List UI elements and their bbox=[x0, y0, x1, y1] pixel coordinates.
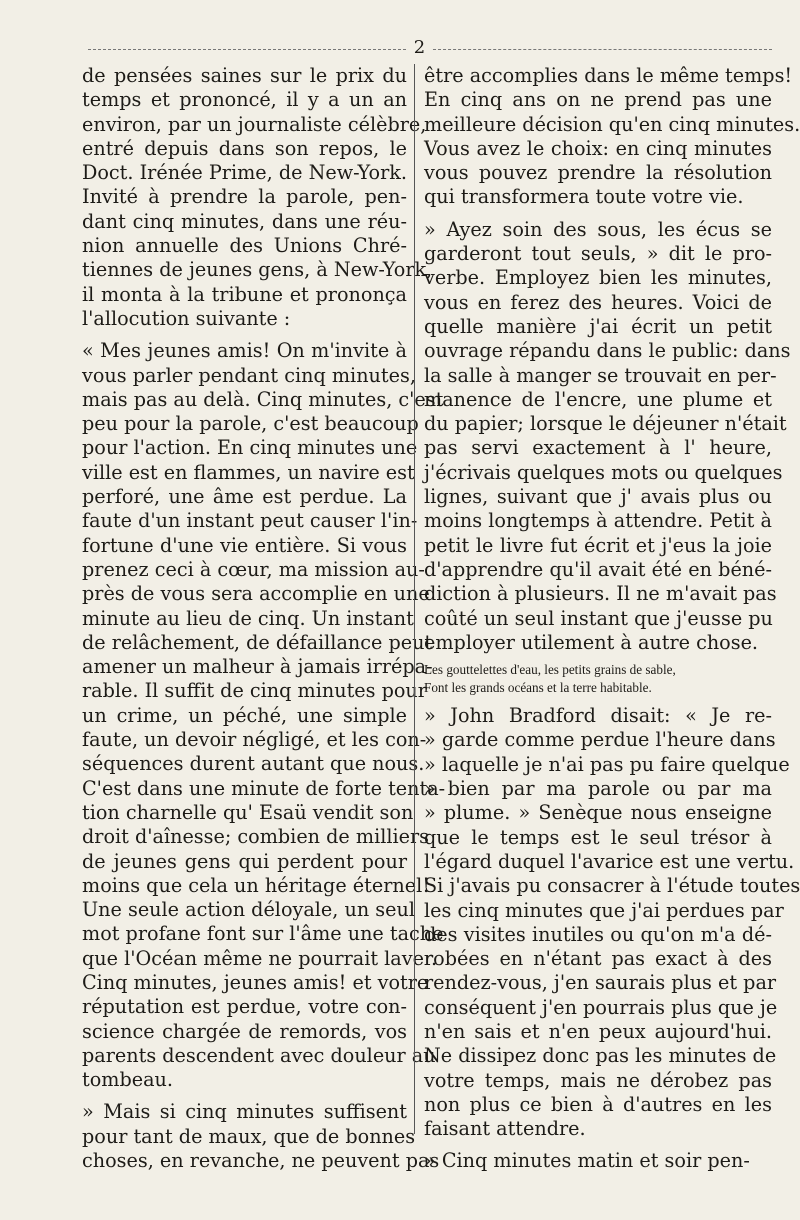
right-column bbox=[424, 64, 800, 1174]
text-line: verbe. Employez bien les minutes, bbox=[424, 266, 772, 290]
text-line: » bien par ma parole ou par ma bbox=[424, 777, 772, 801]
text-line: » John Bradford disait: « Je re- bbox=[424, 704, 772, 728]
text-line: nion annuelle des Unions Chré- bbox=[82, 234, 407, 258]
text-line: lignes, suivant que j' avais plus ou bbox=[424, 485, 772, 509]
text-line: mot profane font sur l'âme une tache bbox=[82, 922, 444, 946]
text-line: séquences durent autant que nous. bbox=[82, 752, 425, 776]
text-line: rable. Il suffit de cinq minutes pour bbox=[82, 679, 427, 703]
text-line: conséquent j'en pourrais plus que je bbox=[424, 995, 778, 1019]
text-line: réputation est perdue, votre con- bbox=[82, 995, 407, 1019]
text-line: du papier; lorsque le déjeuner n'était bbox=[424, 412, 787, 436]
text-line: d'apprendre qu'il avait été en béné- bbox=[424, 557, 772, 581]
text-line: » plume. » Senèque nous enseigne bbox=[424, 801, 772, 825]
text-line: » Cinq minutes matin et soir pen- bbox=[424, 1149, 750, 1173]
header-rule-right bbox=[433, 49, 772, 50]
text-line: garderont tout seuls, » dit le pro- bbox=[424, 242, 772, 266]
text-line: droit d'aînesse; combien de milliers bbox=[82, 825, 429, 849]
left-column bbox=[82, 64, 446, 1173]
text-line: il monta à la tribune et prononça bbox=[82, 282, 407, 306]
text-line: faute, un devoir négligé, et les con- bbox=[82, 728, 427, 752]
text-line: faisant attendre. bbox=[424, 1117, 586, 1141]
text-line: moins que cela un héritage éternel! bbox=[82, 873, 430, 897]
text-line: un crime, un péché, une simple bbox=[82, 703, 407, 727]
column-divider bbox=[414, 64, 415, 1134]
text-line: « Mes jeunes amis! On m'invite à bbox=[82, 339, 407, 363]
text-line: pour l'action. En cinq minutes une bbox=[82, 436, 418, 460]
text-line: manence de l'encre, une plume et bbox=[424, 387, 772, 411]
text-line: les cinq minutes que j'ai perdues par bbox=[424, 898, 784, 922]
paragraph bbox=[82, 64, 433, 331]
text-line: n'en sais et n'en peux aujourd'hui. bbox=[424, 1019, 772, 1043]
couplet-line: Les gouttelettes d'eau, les petits grains de sable, bbox=[424, 662, 676, 678]
text-line: peu pour la parole, c'est beaucoup bbox=[82, 412, 419, 436]
text-line: science chargée de remords, vos bbox=[82, 1019, 407, 1043]
text-line: coûté un seul instant que j'eusse pu bbox=[424, 606, 773, 630]
page-header bbox=[88, 36, 772, 56]
paragraph bbox=[424, 1149, 772, 1173]
text-line: près de vous sera accomplie en une bbox=[82, 582, 430, 606]
text-line: temps et prononcé, il y a un an bbox=[82, 88, 407, 112]
text-line: des visites inutiles ou qu'on m'a dé- bbox=[424, 922, 772, 946]
text-line: robées en n'étant pas exact à des bbox=[424, 947, 772, 971]
text-line: ouvrage répandu dans le public: dans bbox=[424, 339, 791, 363]
text-line: En cinq ans on ne prend pas une bbox=[424, 88, 772, 112]
text-line: qui transformera toute votre vie. bbox=[424, 185, 744, 209]
verse-couplet bbox=[424, 661, 772, 696]
text-line: pour tant de maux, que de bonnes bbox=[82, 1124, 416, 1148]
text-line: Doct. Irénée Prime, de New-York. bbox=[82, 161, 407, 185]
text-line: non plus ce bien à d'autres en les bbox=[424, 1092, 772, 1116]
paragraph bbox=[424, 704, 800, 1141]
text-line: vous parler pendant cinq minutes, bbox=[82, 363, 416, 387]
text-line: » garde comme perdue l'heure dans bbox=[424, 728, 776, 752]
text-line: vous pouvez prendre la résolution bbox=[424, 161, 772, 185]
text-line: Si j'avais pu consacrer à l'étude toutes bbox=[424, 874, 800, 898]
couplet-line: Font les grands océans et la terre habitable. bbox=[424, 679, 652, 695]
paragraph bbox=[82, 1100, 440, 1173]
text-line: prenez ceci à cœur, ma mission au- bbox=[82, 557, 425, 581]
text-line: Invité à prendre la parole, pen- bbox=[82, 185, 407, 209]
text-line: petit le livre fut écrit et j'eus la joie bbox=[424, 533, 772, 557]
text-line: de relâchement, de défaillance peut bbox=[82, 630, 433, 654]
text-line: pas servi exactement à l' heure, bbox=[424, 436, 772, 460]
paragraph bbox=[424, 217, 791, 655]
text-line: ville est en flammes, un navire est bbox=[82, 460, 415, 484]
text-line: tiennes de jeunes gens, à New-York, bbox=[82, 258, 433, 282]
text-line: minute au lieu de cinq. Un instant bbox=[82, 606, 414, 630]
header-rule-left bbox=[88, 49, 406, 50]
page-number: 2 bbox=[413, 37, 426, 58]
text-line: » Ayez soin des sous, les écus se bbox=[424, 217, 772, 241]
text-line: meilleure décision qu'en cinq minutes. bbox=[424, 112, 800, 136]
text-line: Une seule action déloyale, un seul bbox=[82, 898, 415, 922]
text-line: amener un malheur à jamais irrépa- bbox=[82, 655, 433, 679]
text-line: j'écrivais quelques mots ou quelques bbox=[424, 460, 783, 484]
text-line: diction à plusieurs. Il ne m'avait pas bbox=[424, 582, 777, 606]
text-line: être accomplies dans le même temps! bbox=[424, 64, 793, 87]
text-line: la salle à manger se trouvait en per- bbox=[424, 363, 777, 387]
text-line: tion charnelle qu' Esaü vendit son bbox=[82, 800, 414, 824]
text-line: votre temps, mais ne dérobez pas bbox=[424, 1068, 772, 1092]
text-line: Vous avez le choix: en cinq minutes bbox=[424, 136, 772, 160]
text-line: entré depuis dans son repos, le bbox=[82, 136, 407, 160]
text-line: » laquelle je n'ai pas pu faire quelque bbox=[424, 752, 790, 776]
text-line: choses, en revanche, ne peuvent pas bbox=[82, 1149, 440, 1173]
text-line: de pensées saines sur le prix du bbox=[82, 64, 407, 87]
text-line: environ, par un journaliste célèbre, bbox=[82, 112, 427, 136]
paragraph bbox=[82, 339, 446, 1092]
text-line: que le temps est le seul trésor à bbox=[424, 825, 772, 849]
text-line: mais pas au delà. Cinq minutes, c'est bbox=[82, 387, 444, 411]
text-line: vous en ferez des heures. Voici de bbox=[424, 290, 772, 314]
text-line: moins longtemps à attendre. Petit à bbox=[424, 509, 772, 533]
paragraph bbox=[424, 64, 800, 210]
text-line: Cinq minutes, jeunes amis! et votre bbox=[82, 970, 429, 994]
text-line: que l'Océan même ne pourrait laver. bbox=[82, 946, 438, 970]
text-line: Ne dissipez donc pas les minutes de bbox=[424, 1044, 777, 1068]
text-line: fortune d'une vie entière. Si vous bbox=[82, 533, 407, 557]
text-line: parents descendent avec douleur au bbox=[82, 1043, 436, 1067]
text-line: de jeunes gens qui perdent pour bbox=[82, 849, 407, 873]
text-line: perforé, une âme est perdue. La bbox=[82, 485, 407, 509]
text-line: dant cinq minutes, dans une réu- bbox=[82, 209, 407, 233]
text-line: employer utilement à autre chose. bbox=[424, 630, 759, 654]
text-line: C'est dans une minute de forte tenta- bbox=[82, 776, 446, 800]
text-line: » Mais si cinq minutes suffisent bbox=[82, 1100, 407, 1124]
text-line: rendez-vous, j'en saurais plus et par bbox=[424, 971, 777, 995]
text-line: faute d'un instant peut causer l'in- bbox=[82, 509, 418, 533]
text-line: tombeau. bbox=[82, 1068, 173, 1092]
text-line: l'égard duquel l'avarice est une vertu. bbox=[424, 849, 795, 873]
text-line: l'allocution suivante : bbox=[82, 306, 291, 330]
text-line: quelle manière j'ai écrit un petit bbox=[424, 314, 772, 338]
